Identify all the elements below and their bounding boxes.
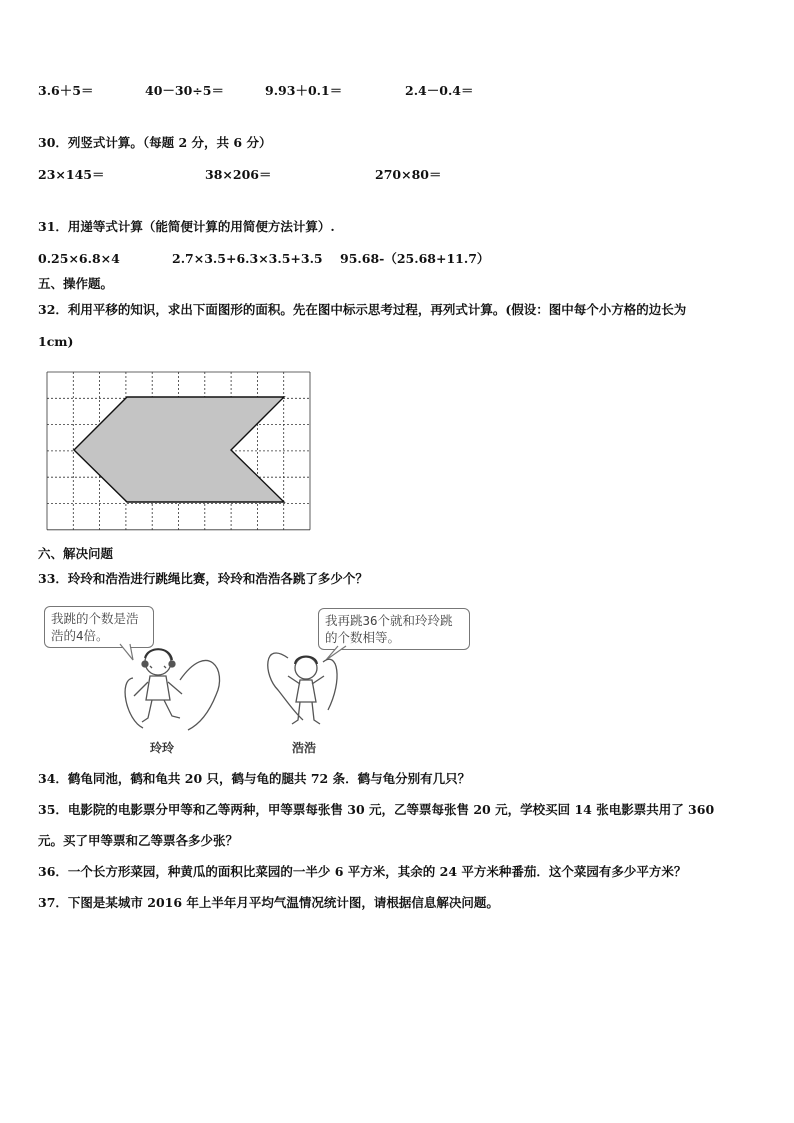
q33-title: 33．玲玲和浩浩进行跳绳比赛，玲玲和浩浩各跳了多少个？: [38, 571, 368, 586]
q30-expression-2: 38×206＝: [205, 167, 272, 182]
caption-haohao: 浩浩: [292, 741, 317, 755]
q36-text: 36．一个长方形菜园，种黄瓜的面积比菜园的一半少 6 平方米，其余的 24 平方米种番茄．这个菜园有多少平方米？: [38, 864, 687, 879]
q35-text-line-2: 元。买了甲等票和乙等票各多少张？: [38, 833, 239, 848]
q33-illustration: [38, 600, 478, 760]
expression-4: 2.4－0.4＝: [405, 83, 474, 98]
caption-lingling: 玲玲: [150, 741, 175, 755]
grid-shape-figure: [45, 370, 311, 532]
section-6-heading: 六、解决问题: [38, 546, 114, 561]
boy-figure: [268, 653, 337, 724]
speech-bubble-lingling: 我跳的个数是浩浩的4倍。: [44, 606, 154, 648]
q30-expression-1: 23×145＝: [38, 167, 105, 182]
q35-text-line-1: 35．电影院的电影票分甲等和乙等两种，甲等票每张售 30 元，乙等票每张售 20 元，学校买回 14 张电影票共用了 360: [38, 802, 715, 817]
q32-text-line-2: 1cm): [38, 334, 74, 349]
q34-text: 34．鹤龟同池，鹤和龟共 20 只，鹤与龟的腿共 72 条．鹤与龟分别有几只？: [38, 771, 471, 786]
q31-title: 31．用递等式计算（能简便计算的用简便方法计算）.: [38, 219, 335, 234]
expression-1: 3.6＋5＝: [38, 83, 94, 98]
q37-text: 37．下图是某城市 2016 年上半年月平均气温情况统计图，请根据信息解决问题。: [38, 895, 499, 910]
q30-expression-3: 270×80＝: [375, 167, 442, 182]
girl-figure: [125, 649, 219, 730]
children-jump-rope-drawing: [38, 600, 478, 760]
expression-2: 40－30÷5＝: [145, 83, 224, 98]
q31-expression-1: 0.25×6.8×4: [38, 251, 120, 266]
speech-bubble-haohao: 我再跳36个就和玲玲跳的个数相等。: [318, 608, 470, 650]
q31-expression-2: 2.7×3.5+6.3×3.5+3.5: [172, 251, 323, 266]
expression-3: 9.93＋0.1＝: [265, 83, 343, 98]
q32-text-line-1: 32．利用平移的知识，求出下面图形的面积。先在图中标示思考过程，再列式计算。(假设：图中每个小方格的边长为: [38, 302, 687, 317]
q31-expression-3: 95.68-（25.68+11.7）: [340, 251, 490, 266]
arrow-shape: [74, 397, 284, 502]
section-5-heading: 五、操作题。: [38, 276, 114, 291]
q30-title: 30．列竖式计算。（每题 2 分，共 6 分）: [38, 135, 272, 150]
